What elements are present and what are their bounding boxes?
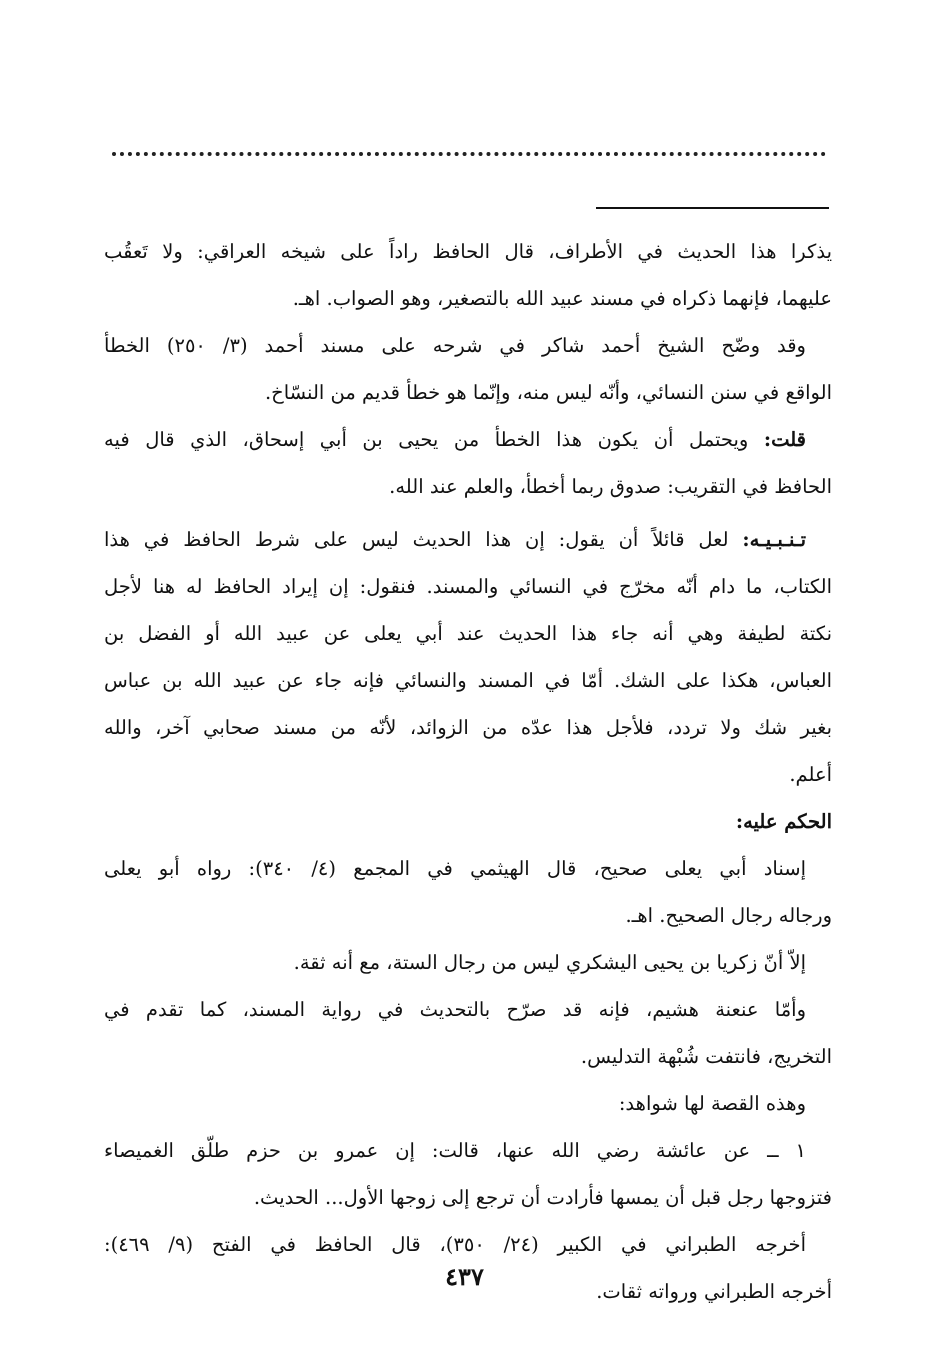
tanbih-lead: تـنـبـيـه: xyxy=(742,528,806,551)
takhrij-line: أخرجه الطبراني في الكبير (٢٤/ ٣٥٠)، قال الحافظ في الفتح (٩/ ٤٦٩): xyxy=(104,1233,806,1256)
dotted-separator xyxy=(112,152,826,156)
page-number: ٤٣٧ xyxy=(445,1262,484,1291)
qult-paragraph-line: الحافظ في التقريب: صدوق ربما أخطأ، والعلم عند الله. xyxy=(389,475,832,498)
ruling-heading: الحكم عليه: xyxy=(735,810,832,833)
footnote-line: عليهما، فإنهما ذكراه في مسند عبيد الله بالتصغير، وهو الصواب. اهـ. xyxy=(292,287,832,310)
shakir-paragraph-line: الواقع في سنن النسائي، وأنّه ليس منه، وإنّما هو خطأ قديم من النسّاخ. xyxy=(264,381,832,404)
page-text xyxy=(104,228,832,1315)
tanbih-paragraph-line: أعلم. xyxy=(789,763,832,786)
witness-line: ١ ــ عن عائشة رضي الله عنها، قالت: إن عمرو بن حزم طلّق الغميصاء xyxy=(104,1139,806,1162)
tanbih-paragraph-line: الكتاب، ما دام أنّه مخرّج في النسائي والمسند. فنقول: إن إيراد الحافظ له هنا لأجل xyxy=(104,575,832,598)
tanbih-text: لعل قائلاً أن يقول: إن هذا الحديث ليس على شرط الحافظ في هذا xyxy=(104,528,729,551)
zakariya-line: إلاّ أنّ زكريا بن يحيى اليشكري ليس من رجال الستة، مع أنه ثقة. xyxy=(293,951,806,974)
takhrij-line: أخرجه الطبراني ورواته ثقات. xyxy=(596,1280,832,1303)
tanbih-paragraph-line: العباس، هكذا على الشك. أمّا في المسند والنسائي فإنه جاء عن عبيد الله بن عباس xyxy=(104,669,832,692)
qult-text: ويحتمل أن يكون هذا الخطأ من يحيى بن أبي إسحاق، الذي قال فيه xyxy=(104,428,749,451)
qult-paragraph-line xyxy=(104,416,832,463)
footnote-line: يذكرا هذا الحديث في الأطراف، قال الحافظ راداً على شيخه العراقي: ولا تَعقُب xyxy=(104,240,832,263)
hushaym-line: التخريج، فانتفت شُبْهة التدليس. xyxy=(580,1045,832,1068)
tanbih-paragraph-line: بغير شك ولا تردد، فلأجل هذا عدّه من الزوائد، لأنّه من مسند صحابي آخر، والله xyxy=(104,716,832,739)
footnote-rule xyxy=(596,207,829,209)
hushaym-line: وأمّا عنعنة هشيم، فإنه قد صرّح بالتحديث في رواية المسند، كما تقدم في xyxy=(104,998,806,1021)
shakir-paragraph-line: وقد وضّح الشيخ أحمد شاكر في شرحه على مسند أحمد (٣/ ٢٥٠) الخطأ xyxy=(104,334,806,357)
tanbih-paragraph-line: نكتة لطيفة وهي أنه جاء هذا الحديث عند أبي يعلى عن عبيد الله أو الفضل بن xyxy=(104,622,832,645)
isnad-line: ورجاله رجال الصحيح. اهـ. xyxy=(625,904,832,927)
tanbih-paragraph-line xyxy=(104,516,832,563)
isnad-line: إسناد أبي يعلى صحيح، قال الهيثمي في المجمع (٤/ ٣٤٠): رواه أبو يعلى xyxy=(104,857,806,880)
qult-lead: قلت: xyxy=(763,428,806,451)
witness-line: فتزوجها رجل قبل أن يمسها فأرادت أن ترجع إلى زوجها الأول... الحديث. xyxy=(253,1186,832,1209)
witnesses-line: وهذه القصة لها شواهد: xyxy=(618,1092,806,1115)
